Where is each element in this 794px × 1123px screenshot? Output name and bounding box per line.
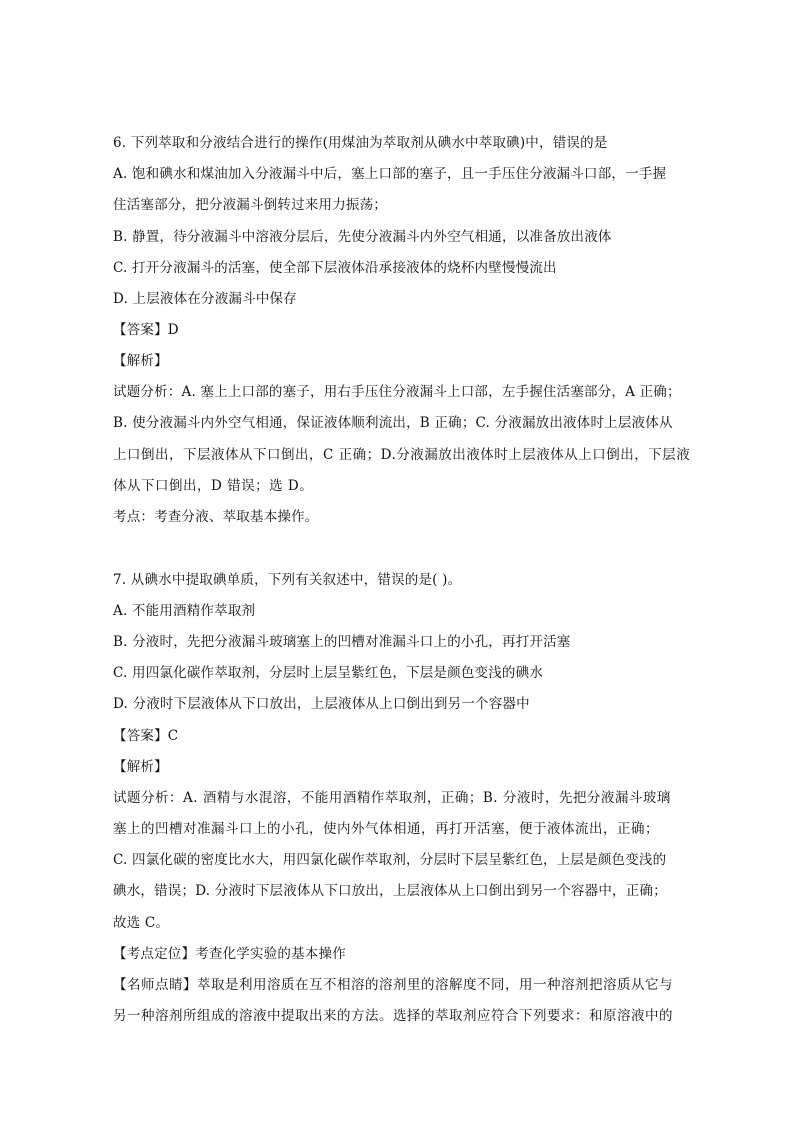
q7-stem: 7. 从碘水中提取碘单质，下列有关叙述中，错误的是( )。 [113, 572, 462, 588]
q7-analysis-line1: 试题分析：A. 酒精与水混溶，不能用酒精作萃取剂，正确；B. 分液时，先把分液漏斗玻璃 [113, 790, 671, 806]
q7-analysis-line3: C. 四氯化碳的密度比水大，用四氯化碳作萃取剂，分层时下层呈紫红色，上层是颜色变浅的 [113, 852, 667, 868]
q7-answer: 【答案】C [113, 728, 179, 744]
q6-option-a-line2: 住活塞部分，把分液漏斗倒转过来用力振荡； [113, 197, 387, 213]
q7-analysis-line5: 故选 C。 [113, 915, 170, 931]
q7-option-d: D. 分液时下层液体从下口放出，上层液体从上口倒出到另一个容器中 [113, 696, 530, 712]
q6-option-c: C. 打开分液漏斗的活塞，使全部下层液体沿承接液体的烧杯内壁慢慢流出 [113, 260, 557, 276]
q6-option-a-line1: A. 饱和碘水和煤油加入分液漏斗中后，塞上口部的塞子，且一手压住分液漏斗口部，一手握 [113, 166, 667, 182]
q6-analysis-line2: B. 使分液漏斗内外空气相通，保证液体顺利流出，B 正确；C. 分液漏放出液体时上层液体从 [113, 415, 673, 431]
q7-teacher-note-line1: 【名师点睛】萃取是利用溶质在互不相溶的溶剂里的溶解度不同，用一种溶剂把溶质从它与 [113, 977, 673, 993]
q6-analysis-line3: 上口倒出，下层液体从下口倒出，C 正确；D.分液漏放出液体时上层液体从上口倒出，下层液 [113, 447, 691, 463]
q7-analysis-line2: 塞上的凹槽对准漏斗口上的小孔，使内外气体相通，再打开活塞，便于液体流出，正确； [113, 821, 659, 837]
q6-point: 考点：考查分液、萃取基本操作。 [113, 509, 319, 525]
q7-analysis-heading: 【解析】 [113, 759, 168, 775]
q7-point: 【考点定位】考查化学实验的基本操作 [113, 946, 346, 962]
q7-option-b: B. 分液时，先把分液漏斗玻璃塞上的凹槽对准漏斗口上的小孔，再打开活塞 [113, 634, 571, 650]
q6-analysis-heading: 【解析】 [113, 353, 168, 369]
q6-option-d: D. 上层液体在分液漏斗中保存 [113, 291, 297, 307]
q7-analysis-line4: 碘水，错误；D. 分液时下层液体从下口放出，上层液体从上口倒出到另一个容器中，正确； [113, 883, 667, 899]
q7-option-a: A. 不能用酒精作萃取剂 [113, 603, 256, 619]
q6-answer: 【答案】D [113, 322, 179, 338]
q6-analysis-line1: 试题分析：A. 塞上上口部的塞子，用右手压住分液漏斗上口部，左手握住活塞部分，A 正确； [113, 384, 681, 400]
q6-stem: 6. 下列萃取和分液结合进行的操作(用煤油为萃取剂从碘水中萃取碘)中，错误的是 [113, 135, 608, 151]
q7-option-c: C. 用四氯化碳作萃取剂，分层时上层呈紫红色，下层是颜色变浅的碘水 [113, 665, 544, 681]
q6-analysis-line4: 体从下口倒出，D 错误；选 D。 [113, 478, 314, 494]
q7-teacher-note-line2: 另一种溶剂所组成的溶液中提取出来的方法。选择的萃取剂应符合下列要求：和原溶液中的 [113, 1008, 673, 1024]
q6-option-b: B. 静置，待分液漏斗中溶液分层后，先使分液漏斗内外空气相通，以准备放出液体 [113, 229, 612, 245]
